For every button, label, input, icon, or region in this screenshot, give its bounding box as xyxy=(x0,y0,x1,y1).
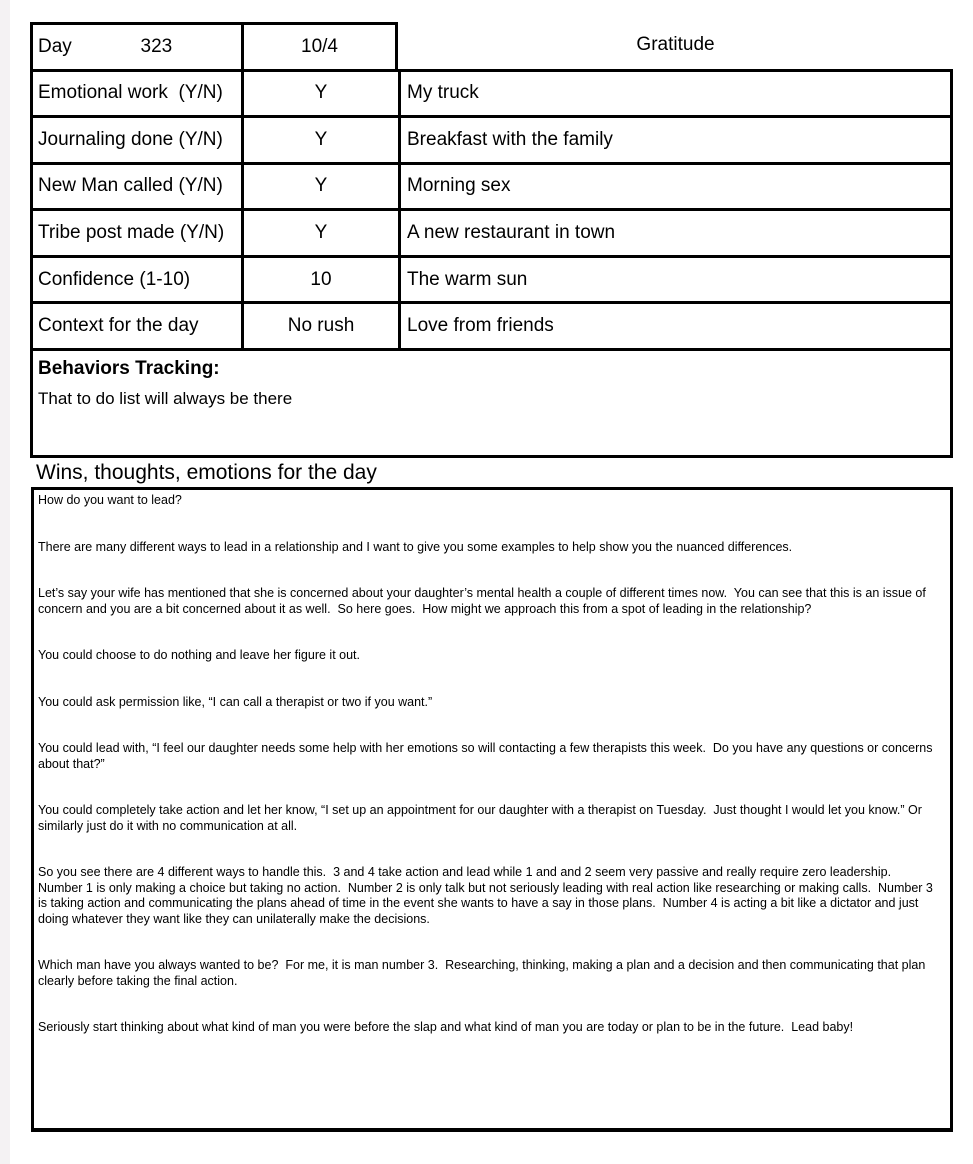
row-label-cell xyxy=(30,162,241,209)
wins-paragraph: How do you want to lead? xyxy=(38,493,182,507)
row-label-cell xyxy=(30,301,241,348)
row-label: Emotional work (Y/N) xyxy=(38,82,223,104)
row-value-cell: Y xyxy=(241,115,398,162)
row-value-cell: Y xyxy=(241,69,398,116)
gratitude-entry-cell: Morning sex xyxy=(398,162,953,209)
row-label-cell xyxy=(30,115,241,162)
gratitude-entry-cell: Love from friends xyxy=(398,301,953,348)
wins-paragraph: You could ask permission like, “I can call a therapist or two if you want.” xyxy=(38,694,433,709)
date-cell: 10/4 xyxy=(241,22,398,69)
gratitude-entry-cell: A new restaurant in town xyxy=(398,208,953,255)
wins-paragraph: So you see there are 4 different ways to handle this. 3 and 4 take action and lead while 1 and and 2 seem very passive and really require zero leadership. Number 1 is only making a choice but taking no action. Number 2 is only talk but not seriously leading with real action like researching or making calls. Number 3 is taking action and communicating the plans ahead of time in the event she wants to have a say in those plans. Number 4 is acting a bit like a dictator and just doing whatever they want like they can unilaterally make the decisions. xyxy=(38,865,937,926)
row-label-cell xyxy=(30,69,241,116)
left-edge-strip xyxy=(0,0,10,1164)
row-value-cell: Y xyxy=(241,208,398,255)
row-label: Tribe post made (Y/N) xyxy=(38,222,225,244)
wins-paragraph: You could completely take action and let her know, “I set up an appointment for our daughter with a therapist on Tuesday. Just thought I would let you know.” Or similarly just do it with no communication at all. xyxy=(38,803,926,833)
wins-paragraph: You could choose to do nothing and leave her figure it out. xyxy=(38,648,360,662)
row-value-cell: 10 xyxy=(241,255,398,302)
gratitude-entry-cell: Breakfast with the family xyxy=(398,115,953,162)
wins-text-box xyxy=(31,487,953,1132)
row-label: Journaling done (Y/N) xyxy=(38,128,223,150)
row-value-cell: Y xyxy=(241,162,398,209)
row-label: Context for the day xyxy=(38,315,199,337)
row-value-cell: No rush xyxy=(241,301,398,348)
day-cell xyxy=(30,22,241,69)
row-label: Confidence (1-10) xyxy=(38,268,191,290)
gratitude-header-cell: Gratitude xyxy=(636,34,715,56)
day-number: 323 xyxy=(140,35,173,57)
tracker-table xyxy=(30,22,953,348)
day-label: Day xyxy=(38,35,72,57)
wins-section-heading: Wins, thoughts, emotions for the day xyxy=(36,461,377,484)
gratitude-entry-cell: My truck xyxy=(398,69,953,116)
row-label-cell xyxy=(30,208,241,255)
wins-paragraph: Let’s say your wife has mentioned that she is concerned about your daughter’s mental health a couple of different times now. You can see that this is an issue of concern and you are a bit concerned about it as well. So here goes. How might we approach this from a spot of leading in the relationship? xyxy=(38,586,930,616)
behaviors-tracking-title: Behaviors Tracking: xyxy=(38,358,220,379)
behaviors-tracking-box xyxy=(30,348,953,458)
wins-paragraph: Which man have you always wanted to be? For me, it is man number 3. Researching, thinking, making a plan and a decision and then communicating that plan clearly before taking the final action. xyxy=(38,958,929,988)
behaviors-tracking-note: That to do list will always be there xyxy=(38,389,293,408)
wins-paragraph: There are many different ways to lead in a relationship and I want to give you some examples to help show you the nuanced differences. xyxy=(38,539,793,554)
wins-paragraph: Seriously start thinking about what kind of man you were before the slap and what kind of man you are today or plan to be in the future. Lead baby! xyxy=(38,1020,854,1034)
gratitude-entry-cell: The warm sun xyxy=(398,255,953,302)
row-label-cell xyxy=(30,255,241,302)
wins-paragraph: You could lead with, “I feel our daughter needs some help with her emotions so will contacting a few therapists this week. Do you have any questions or concerns about that?” xyxy=(38,741,936,771)
row-label: New Man called (Y/N) xyxy=(38,175,223,197)
